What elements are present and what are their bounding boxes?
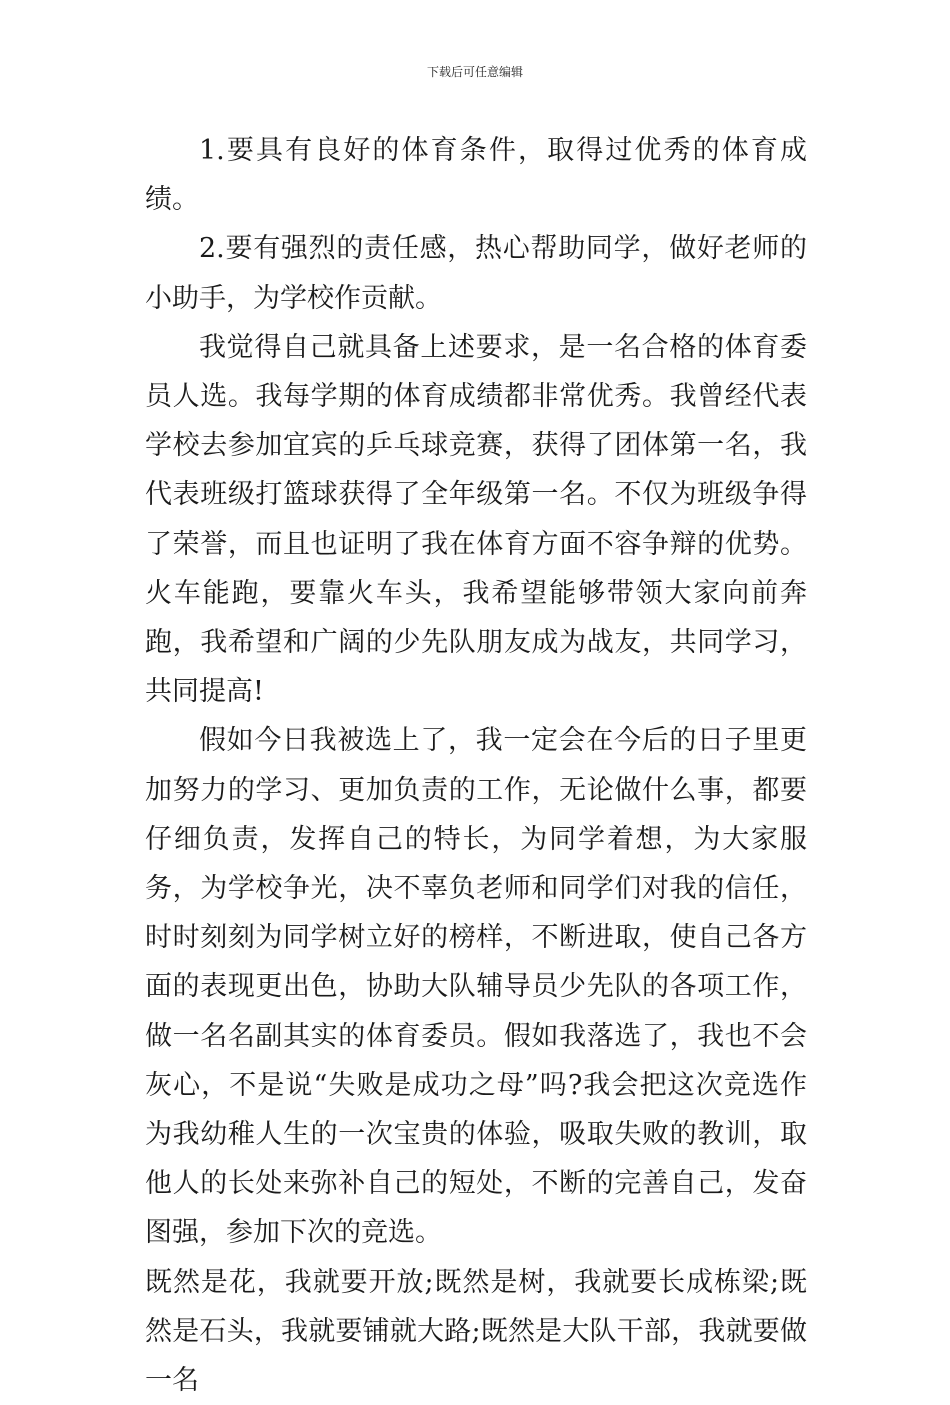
requirement-item-2: 2.要有强烈的责任感，热心帮助同学，做好老师的小助手，为学校作贡献。 [145, 233, 807, 314]
qualification-paragraph: 我觉得自己就具备上述要求，是一名合格的体育委员人选。我每学期的体育成绩都非常优秀。我曾经代表学校去参加宜宾的乒乓球竞赛，获得了团体第一名，我代表班级打篮球获得了全年级第一名。不仅为班级争得了荣誉，而且也证明了我在体育方面不容争辩的优势。火车能跑，要靠火车头，我希望能够带领大家向前奔跑，我希望和广阔的少先队朋友成为战友，共同学习，共同提高! [145, 331, 807, 708]
page-header-note: 下载后可任意编辑 [426, 65, 523, 79]
commitment-paragraph: 假如今日我被选上了，我一定会在今后的日子里更加努力的学习、更加负责的工作，无论做什么事，都要仔细负责，发挥自己的特长，为同学着想，为大家服务，为学校争光，决不辜负老师和同学们对我的信任，时时刻刻为同学树立好的榜样，不断进取，使自己各方面的表现更出色，协助大队辅导员少先队的各项工作，做一名名副其实的体育委员。假如我落选了，我也不会灰心，不是说“失败是成功之母”吗?我会把这次竞选作为我幼稚人生的一次宝贵的体验，吸取失败的教训，取他人的长处来弥补自己的短处，不断的完善自己，发奋图强，参加下次的竞选。 [145, 725, 807, 1249]
closing-paragraph: 既然是花，我就要开放;既然是树，我就要长成栋梁;既然是石头，我就要铺就大路;既然是大队干部，我就要做一名 [145, 1266, 807, 1397]
document-body [145, 126, 807, 1405]
requirement-item-1: 1.要具有良好的体育条件，取得过优秀的体育成绩。 [145, 135, 807, 216]
